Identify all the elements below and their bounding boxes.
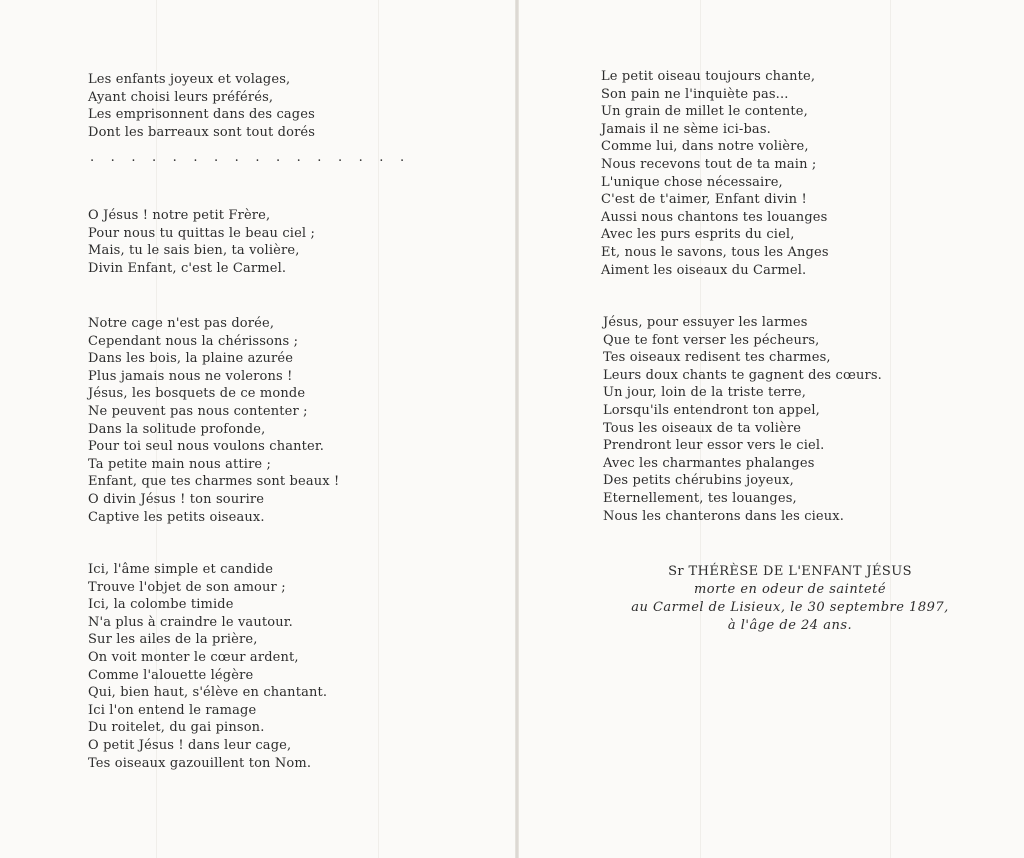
verse-line: Ici l'on entend le ramage [88,702,257,718]
verse-line: Les enfants joyeux et volages, [88,72,291,87]
verse-line: Divin Enfant, c'est le Carmel. [88,260,287,276]
verse-line: Eternellement, tes louanges, [603,490,797,506]
verse-line: Avec les charmantes phalanges [603,455,815,471]
verse-line: Tes oiseaux redisent tes charmes, [603,350,831,366]
verse-line: Plus jamais nous ne volerons ! [88,368,293,384]
verse-line: Comme lui, dans notre volière, [601,139,809,155]
verse-line: L'unique chose nécessaire, [601,174,783,190]
verse-line: On voit monter le cœur ardent, [88,649,299,665]
verse-line: Le petit oiseau toujours chante, [601,69,816,84]
verse-line: Mais, tu le sais bien, ta volière, [88,243,300,259]
verse-line: Ayant choisi leurs préférés, [88,89,274,105]
verse-line: Des petits chérubins joyeux, [603,473,794,489]
stanza-1 [88,71,315,141]
verse-line: Un jour, loin de la triste terre, [603,385,807,401]
verse-line: Tous les oiseaux de ta volière [603,420,802,436]
stanza-2 [88,207,315,277]
signature-line: au Carmel de Lisieux, le 30 septembre 1897, [631,600,949,615]
verse-line: Lorsqu'ils entendront ton appel, [603,402,820,418]
verse-line: Ici, l'âme simple et candide [88,562,274,577]
paper-crease [890,0,891,858]
verse-line: C'est de t'aimer, Enfant divin ! [601,192,807,208]
verse-line: Dont les barreaux sont tout dorés [88,124,316,140]
verse-line: Sur les ailes de la prière, [88,632,258,648]
verse-line: Et, nous le savons, tous les Anges [601,244,829,260]
verse-line: Que te font verser les pécheurs, [603,332,820,348]
verse-line: O petit Jésus ! dans leur cage, [88,737,292,753]
verse-line: Captive les petits oiseaux. [88,509,265,525]
verse-line: Ici, la colombe timide [88,597,234,613]
stanza-6 [603,314,882,525]
verse-line: N'a plus à craindre le vautour. [88,614,293,630]
stanza-5 [601,68,829,279]
signature-line: à l'âge de 24 ans. [727,618,853,633]
verse-line: Tes oiseaux gazouillent ton Nom. [88,755,312,771]
verse-line: Aiment les oiseaux du Carmel. [601,262,807,278]
stanza-3 [88,315,339,526]
verse-line: Nous recevons tout de ta main ; [601,156,817,172]
verse-line: Dans les bois, la plaine azurée [88,351,294,367]
verse-line: Les emprisonnent dans des cages [88,107,315,123]
verse-line: Enfant, que tes charmes sont beaux ! [88,474,340,490]
page-fold [515,0,519,858]
verse-line: O Jésus ! notre petit Frère, [88,208,271,223]
verse-line: Nous les chanterons dans les cieux. [603,508,845,524]
verse-line: Dans la solitude profonde, [88,421,266,437]
verse-line: Jésus, les bosquets de ce monde [88,386,306,402]
signature-line: morte en odeur de sainteté [693,582,887,597]
verse-line: Leurs doux chants te gagnent des cœurs. [603,367,882,383]
verse-line: Qui, bien haut, s'élève en chantant. [88,685,328,701]
verse-line: Avec les purs esprits du ciel, [601,227,795,243]
verse-line: Comme l'alouette légère [88,667,254,683]
verse-line: Jésus, pour essuyer les larmes [603,315,808,330]
verse-line: Trouve l'objet de son amour ; [88,579,286,595]
verse-line: Aussi nous chantons tes louanges [601,209,828,225]
verse-line: Du roitelet, du gai pinson. [88,720,265,736]
verse-line: Ta petite main nous attire ; [88,456,272,472]
verse-line: Cependant nous la chérissons ; [88,333,299,349]
author-name: Sr THÉRÈSE DE L'ENFANT JÉSUS [668,564,912,579]
ellipsis-row: . . . . . . . . . . . . . . . . [90,150,411,165]
author-signature [580,563,1000,635]
verse-line: Un grain de millet le contente, [601,104,808,120]
verse-line: Pour toi seul nous voulons chanter. [88,439,325,455]
stanza-4 [88,561,327,772]
verse-line: Ne peuvent pas nous contenter ; [88,403,308,419]
verse-line: Pour nous tu quittas le beau ciel ; [88,225,316,241]
verse-line: Notre cage n'est pas dorée, [88,316,275,331]
paper-crease [378,0,379,858]
verse-line: Son pain ne l'inquiète pas... [601,86,789,102]
verse-line: O divin Jésus ! ton sourire [88,491,265,507]
verse-line: Jamais il ne sème ici-bas. [601,121,771,137]
verse-line: Prendront leur essor vers le ciel. [603,438,825,454]
